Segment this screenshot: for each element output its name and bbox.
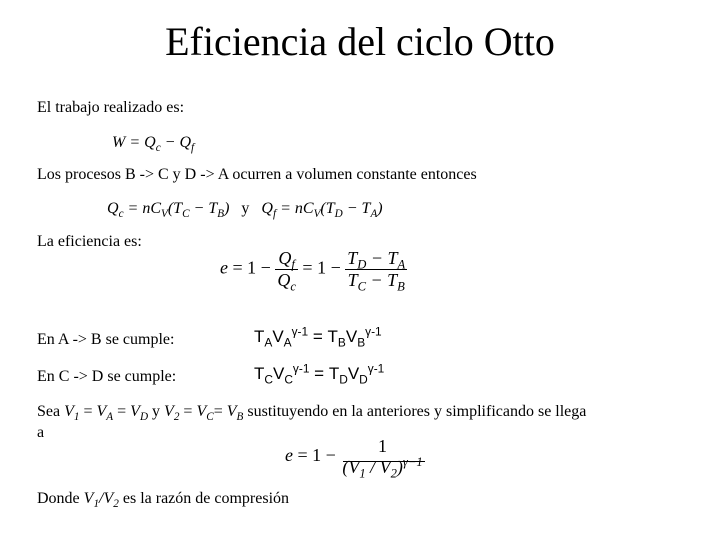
efficiency-equation: e = 1 − $\frac{Q_f}{Q_c}$ = 1 − $\frac{T_D - T_A}{T_C - T_B}$ <box>220 248 406 294</box>
fraction-bar <box>343 461 425 462</box>
substitution-text-line2: a <box>37 424 45 441</box>
cd-equation: $T_CV_C^{\gamma-1} = T_DV_D^{\gamma-1}$ <box>254 361 385 387</box>
substitution-text: Sea $V_1 = V_A = V_D$ y $V_2 = V_C= V_B$ sustituyendo en la anteriores y simplificando se llega <box>37 403 587 424</box>
cd-label: En C -> D se cumple: <box>37 368 177 385</box>
processes-text: Los procesos B -> C y D -> A ocurren a volumen constante entonces <box>37 166 477 183</box>
final-efficiency-equation: e = 1 − 1 $(V_1 / V_2)^{\gamma-1}$ <box>285 436 423 481</box>
ab-equation: $T_AV_A^{\gamma-1} = T_BV_B^{\gamma-1}$ <box>254 324 382 350</box>
ab-label: En A -> B se cumple: <box>37 331 175 348</box>
intro-text: El trabajo realizado es: <box>37 99 185 116</box>
slide-title: Eficiencia del ciclo Otto <box>165 19 555 64</box>
heat-equations: $Q_c = nC_V(T_C - T_B)$ y $Q_f = nC_V(T_D - T_A)$ <box>107 200 383 221</box>
compression-ratio-text: Donde $V_1/V_2$ es la razón de compresión <box>37 490 290 511</box>
work-equation: $W = Q_c - Q_f$ <box>112 134 195 155</box>
efficiency-label: La eficiencia es: <box>37 233 142 250</box>
